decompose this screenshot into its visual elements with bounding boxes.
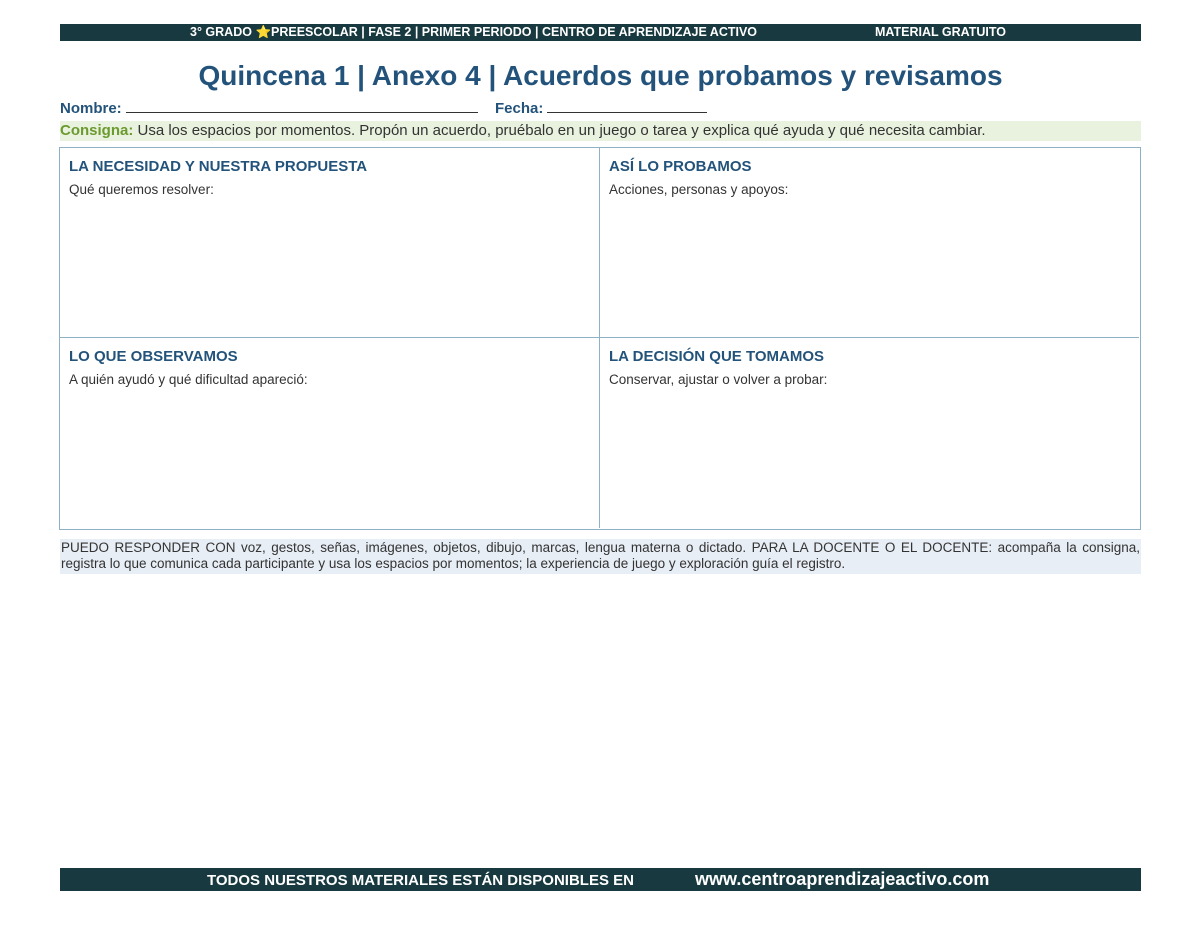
header-details: PREESCOLAR | FASE 2 | PRIMER PERIODO | CENTRO DE APRENDIZAJE ACTIVO [271,25,758,39]
instruction-text: Usa los espacios por momentos. Propón un acuerdo, pruébalo en un juego o tarea y explica qué ayuda y qué necesita cambiar. [133,122,986,139]
section-prompt: Conservar, ajustar o volver a probar: [609,372,828,387]
teacher-note: PUEDO RESPONDER CON voz, gestos, señas, imágenes, objetos, dibujo, marcas, lengua materna o dictado. PARA LA DOCENTE O EL DOCENTE: acompaña la consigna, registra lo que comunica cada participante y usa los espacios por momentos; la experiencia de juego y exploración guía el registro. [60,539,1141,574]
section-prompt: Qué queremos resolver: [69,182,214,197]
header-bar [60,24,1141,41]
footer-bar [60,868,1141,891]
section-prompt: Acciones, personas y apoyos: [609,182,789,197]
date-label: Fecha: [495,100,544,117]
section-observations[interactable] [60,338,600,528]
section-need-proposal[interactable] [60,148,600,338]
footer-message: TODOS NUESTROS MATERIALES ESTÁN DISPONIBLES EN [207,872,634,889]
star-icon: ⭐ [255,25,272,39]
section-heading: LO QUE OBSERVAMOS [69,348,238,365]
section-how-tested[interactable] [600,148,1139,338]
date-line[interactable] [547,98,707,113]
name-line[interactable] [126,98,478,113]
page-title: Quincena 1 | Anexo 4 | Acuerdos que probamos y revisamos [198,60,1003,91]
name-label: Nombre: [60,100,122,117]
section-decision[interactable] [600,338,1139,528]
name-field[interactable] [60,98,478,117]
section-heading: ASÍ LO PROBAMOS [609,158,752,175]
instruction-label: Consigna: [60,122,134,139]
instruction-box [60,121,1141,141]
header-info [190,24,757,41]
section-heading: LA DECISIÓN QUE TOMAMOS [609,348,825,365]
section-prompt: A quién ayudó y qué dificultad apareció: [69,372,308,387]
header-free-material: MATERIAL GRATUITO [875,25,1007,39]
section-heading: LA NECESIDAD Y NUESTRA PROPUESTA [69,158,368,175]
date-field[interactable] [495,98,707,117]
header-grade: 3° GRADO [190,25,256,39]
student-fields [60,98,1141,118]
response-grid [59,147,1141,530]
footer-url-link[interactable]: www.centroaprendizajeactivo.com [695,869,990,889]
